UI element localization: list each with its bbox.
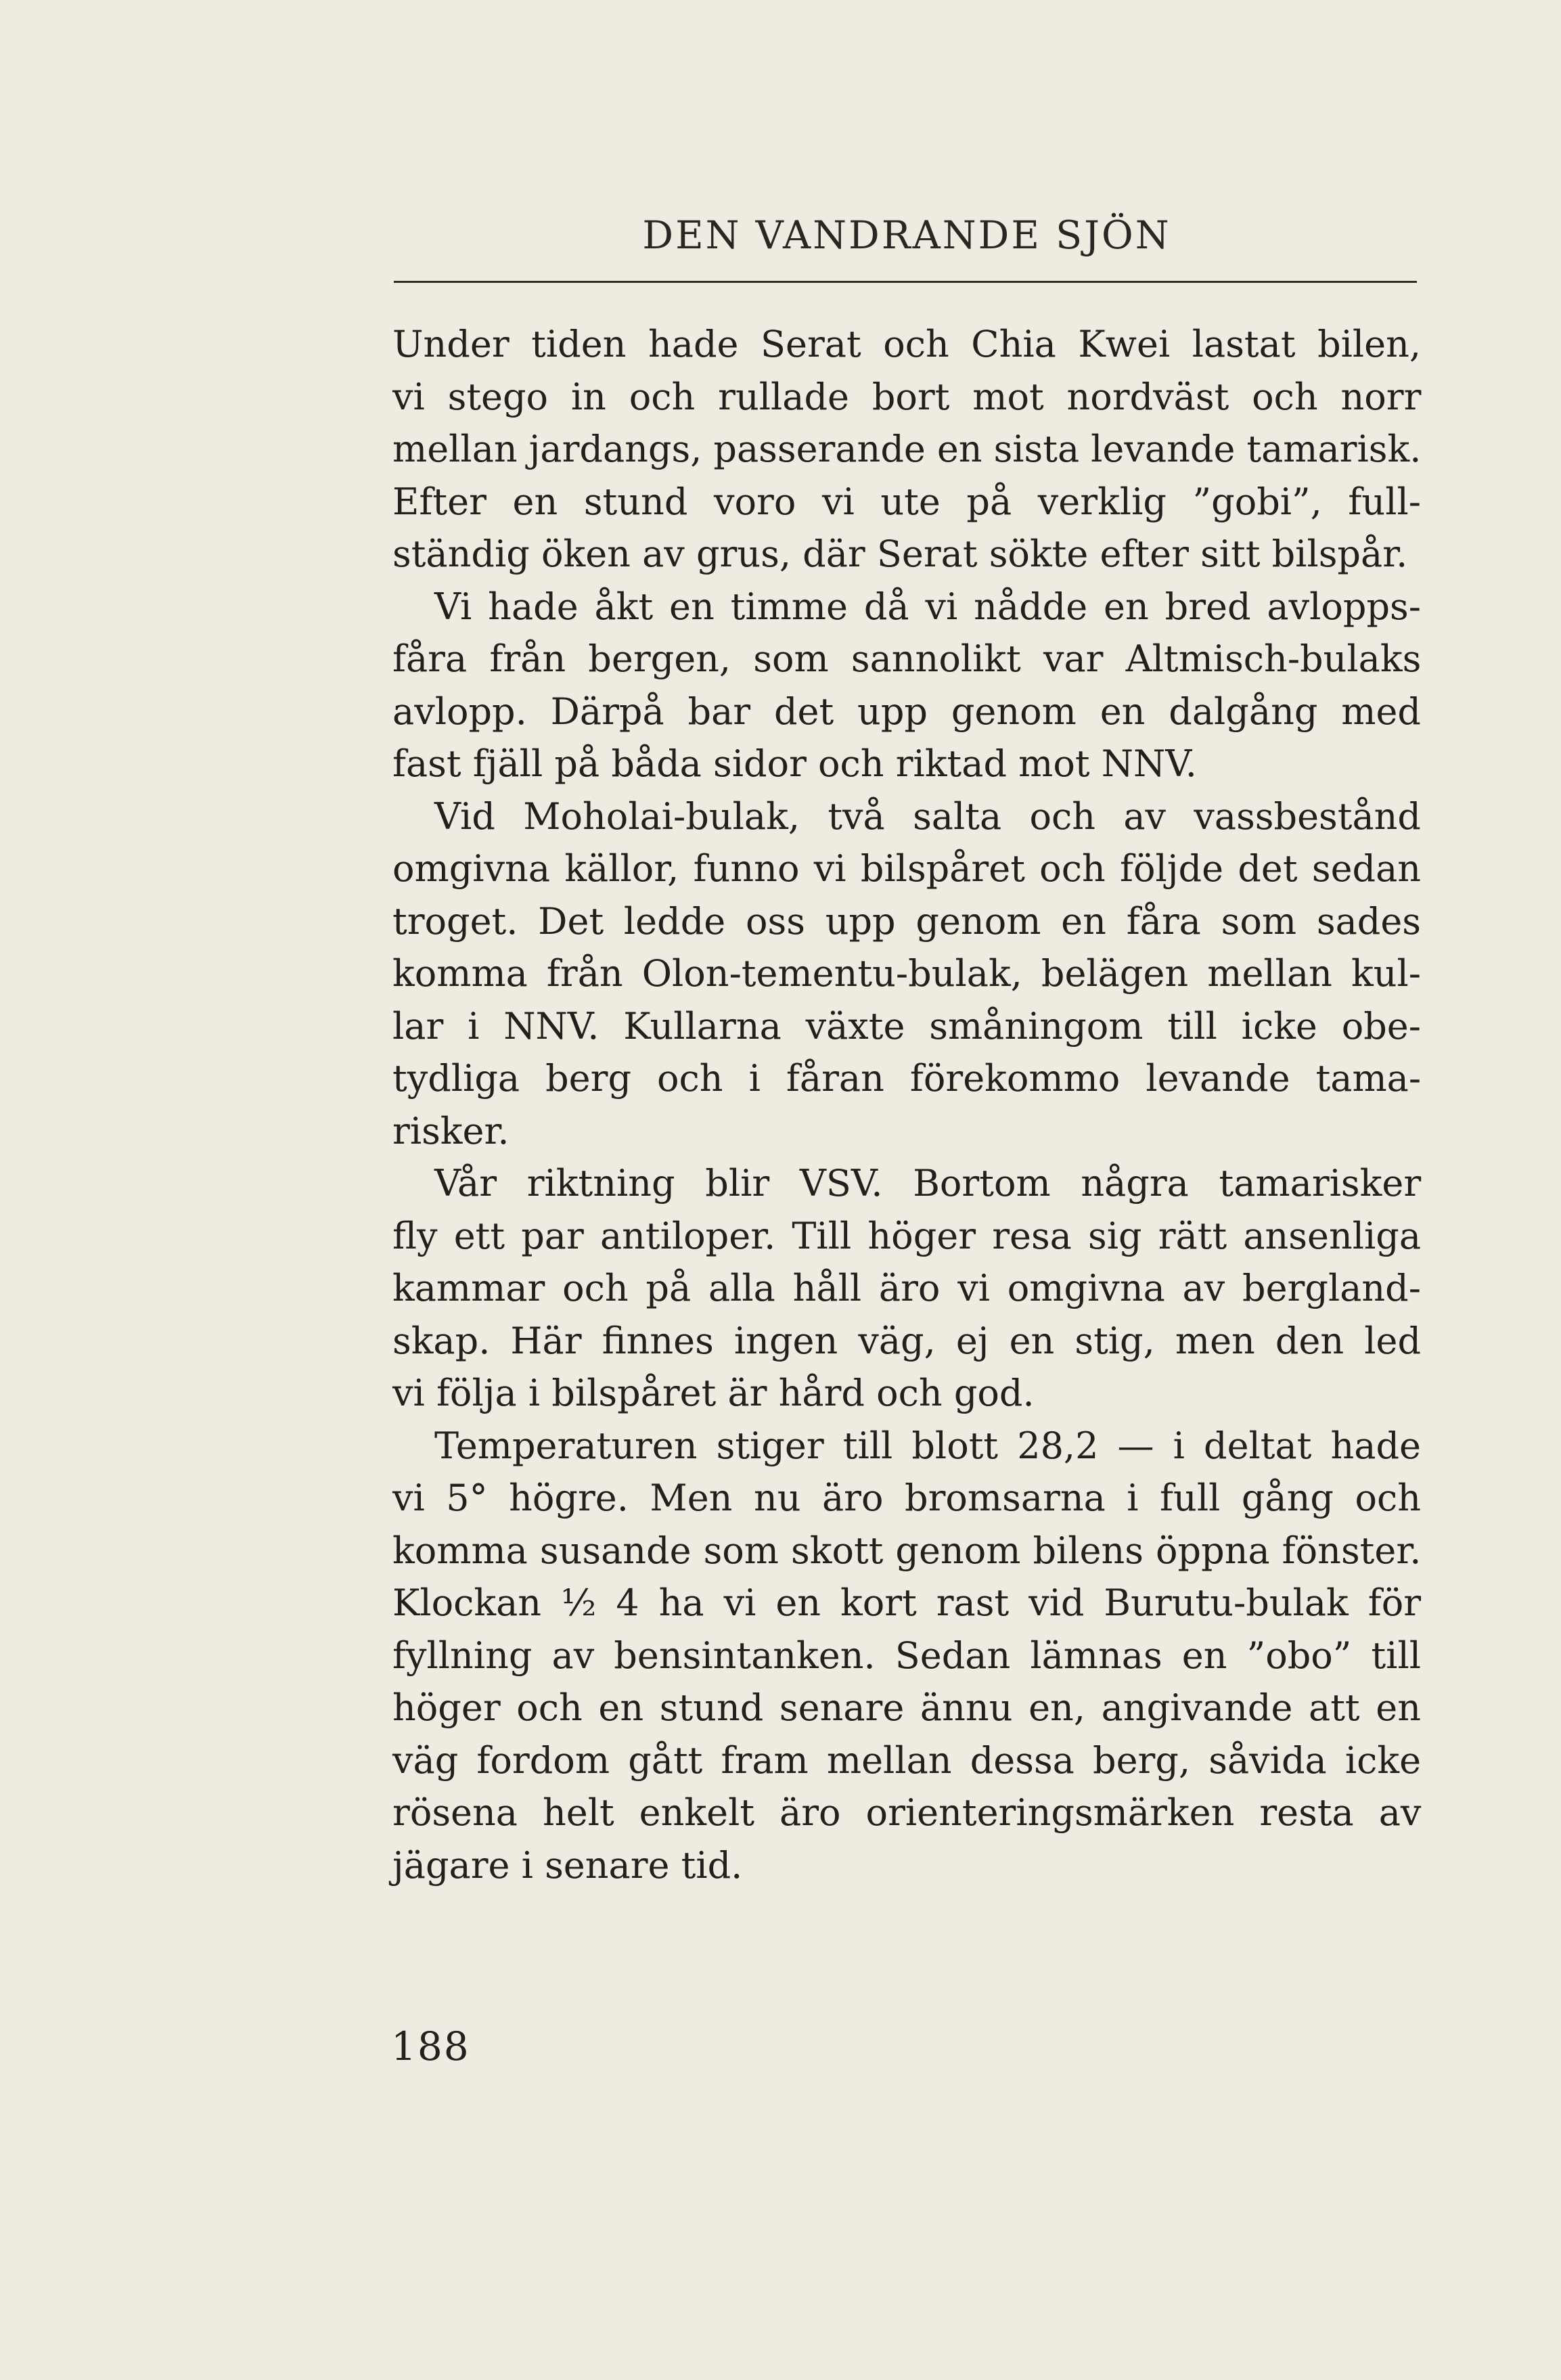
text-line: komma susande som skott genom bilens öppna fönster. bbox=[392, 1529, 1422, 1572]
text-line: ständig öken av grus, där Serat sökte efter sitt bilspår. bbox=[392, 533, 1408, 575]
paragraph-5 bbox=[392, 1420, 1421, 1892]
text-line: vi följa i bilspåret är hård och god. bbox=[392, 1372, 1035, 1414]
text-line: skap. Här finnes ingen väg, ej en stig, men den led bbox=[392, 1319, 1422, 1362]
text-line: kammar och på alla håll äro vi omgivna av bergland- bbox=[392, 1267, 1421, 1309]
text-line: höger och en stund senare ännu en, angivande att en bbox=[392, 1686, 1421, 1729]
text-line: fyllning av bensintanken. Sedan lämnas en ”obo” till bbox=[392, 1634, 1421, 1677]
text-line: rösena helt enkelt äro orienteringsmärken resta av bbox=[392, 1791, 1422, 1834]
paragraph-2 bbox=[392, 581, 1421, 790]
text-line: tydliga berg och i fåran förekommo levande tama- bbox=[392, 1057, 1422, 1100]
running-head: DEN VANDRANDE SJÖN bbox=[642, 213, 1171, 258]
text-line: avlopp. Därpå bar det upp genom en dalgång med bbox=[392, 690, 1421, 733]
text-line: jägare i senare tid. bbox=[392, 1843, 743, 1887]
text-line: komma från Olon-tementu-bulak, belägen mellan kul- bbox=[392, 952, 1421, 995]
body-text bbox=[392, 318, 1421, 1891]
text-line: väg fordom gått fram mellan dessa berg, såvida icke bbox=[392, 1738, 1422, 1782]
text-line: omgivna källor, funno vi bilspåret och följde det sedan bbox=[392, 847, 1422, 890]
text-line: Vid Moholai-bulak, två salta och av vassbestånd bbox=[434, 794, 1421, 838]
text-line: Vår riktning blir VSV. Bortom några tamarisker bbox=[434, 1162, 1422, 1205]
text-line: risker. bbox=[392, 1109, 510, 1152]
paragraph-4 bbox=[392, 1157, 1421, 1420]
paragraph-1 bbox=[392, 318, 1421, 581]
text-line: fly ett par antiloper. Till höger resa sig rätt ansenliga bbox=[392, 1214, 1422, 1257]
text-line: vi stego in och rullade bort mot nordväst och norr bbox=[392, 375, 1422, 418]
page-number: 188 bbox=[391, 2023, 470, 2069]
paragraph-3 bbox=[392, 790, 1421, 1158]
text-line: fast fjäll på båda sidor och riktad mot NNV. bbox=[392, 742, 1197, 785]
text-line: Temperaturen stiger till blott 28,2 — i deltat hade bbox=[434, 1424, 1421, 1467]
header-rule bbox=[394, 281, 1417, 283]
text-line: Vi hade åkt en timme då vi nådde en bred avlopps- bbox=[434, 585, 1421, 628]
text-line: troget. Det ledde oss upp genom en fåra som sades bbox=[392, 899, 1421, 943]
text-line: fåra från bergen, som sannolikt var Altmisch-bulaks bbox=[392, 637, 1422, 680]
text-line: Klockan ½ 4 ha vi en kort rast vid Burutu-bulak för bbox=[392, 1581, 1422, 1624]
text-line: vi 5° högre. Men nu äro bromsarna i full gång och bbox=[392, 1477, 1421, 1519]
text-line: Efter en stund voro vi ute på verklig ”gobi”, full- bbox=[392, 480, 1421, 523]
text-line: mellan jardangs, passerande en sista levande tamarisk. bbox=[392, 428, 1422, 470]
text-line: Under tiden hade Serat och Chia Kwei lastat bilen, bbox=[392, 323, 1422, 365]
text-line: lar i NNV. Kullarna växte småningom till icke obe- bbox=[392, 1004, 1421, 1048]
